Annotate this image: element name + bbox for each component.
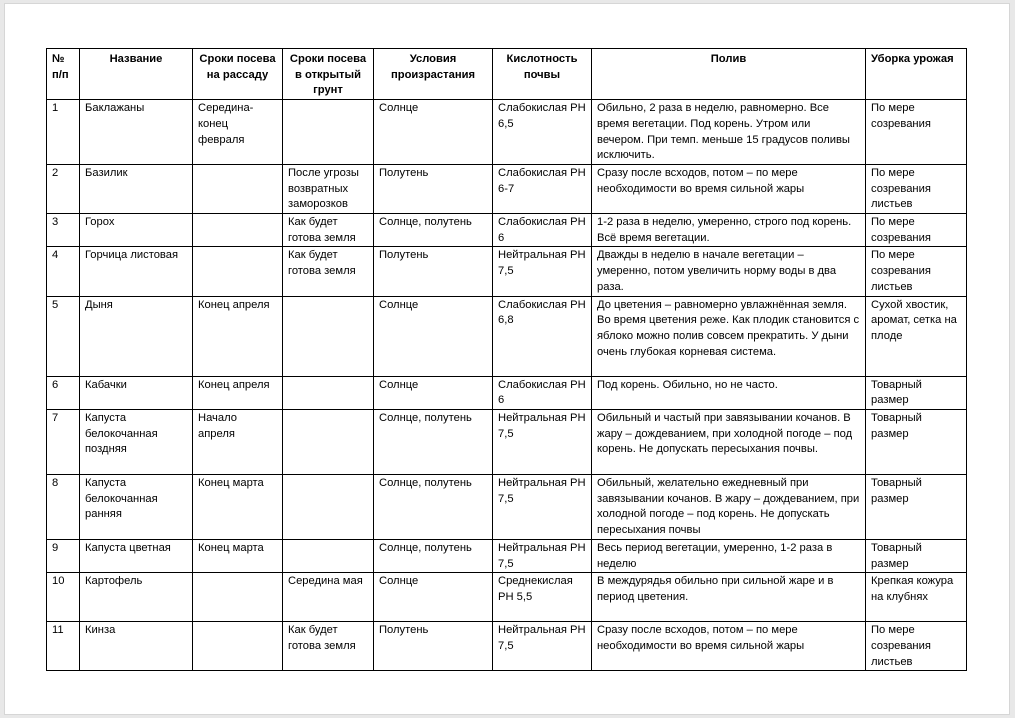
cell-name: Базилик — [80, 164, 193, 213]
cell-conditions: Солнце, полутень — [374, 214, 493, 247]
cell-name: Горох — [80, 214, 193, 247]
cell-harvest: По мере созревания листьев — [866, 622, 967, 671]
table-row — [47, 539, 967, 572]
cell-conditions: Солнце, полутень — [374, 409, 493, 474]
cell-acidity: Нейтральная РН 7,5 — [493, 409, 592, 474]
cell-open-ground-dates — [283, 474, 374, 539]
cell-name: Капуста цветная — [80, 539, 193, 572]
cell-acidity: Слабокислая РН 6-7 — [493, 164, 592, 213]
cell-watering: Обильный и частый при завязывании кочанов. В жару – дождеванием, при холодной погоде – под корень. Не допускать пересыхания почвы. — [592, 409, 866, 474]
table-row — [47, 247, 967, 296]
cell-harvest: По мере созревания листьев — [866, 247, 967, 296]
cell-open-ground-dates: Как будет готова земля — [283, 247, 374, 296]
cell-acidity: Слабокислая РН 6,8 — [493, 296, 592, 376]
cell-open-ground-dates: Как будет готова земля — [283, 622, 374, 671]
cell-conditions: Солнце, полутень — [374, 539, 493, 572]
cell-name: Горчица листовая — [80, 247, 193, 296]
cell-seedling-dates: Середина-конец февраля — [193, 100, 283, 165]
cell-number: 3 — [47, 214, 80, 247]
cell-seedling-dates: Конец марта — [193, 474, 283, 539]
table-row — [47, 296, 967, 376]
cell-harvest: Крепкая кожура на клубнях — [866, 573, 967, 622]
cell-number: 5 — [47, 296, 80, 376]
cell-conditions: Полутень — [374, 164, 493, 213]
cell-name: Капуста белокочанная ранняя — [80, 474, 193, 539]
table-row — [47, 164, 967, 213]
cell-open-ground-dates: Середина мая — [283, 573, 374, 622]
cell-open-ground-dates: После угрозы возвратных заморозков — [283, 164, 374, 213]
crop-table — [46, 48, 967, 671]
cell-conditions: Полутень — [374, 622, 493, 671]
cell-number: 1 — [47, 100, 80, 165]
cell-seedling-dates: Конец апреля — [193, 296, 283, 376]
cell-watering: Сразу после всходов, потом – по мере необходимости во время сильной жары — [592, 164, 866, 213]
cell-seedling-dates — [193, 247, 283, 296]
cell-acidity: Слабокислая РН 6 — [493, 214, 592, 247]
cell-number: 9 — [47, 539, 80, 572]
table-row — [47, 100, 967, 165]
cell-watering: Обильно, 2 раза в неделю, равномерно. Все время вегетации. Под корень. Утром или вечером. При темп. меньше 15 градусов поливы исключить. — [592, 100, 866, 165]
cell-seedling-dates: Начало апреля — [193, 409, 283, 474]
cell-harvest: По мере созревания — [866, 100, 967, 165]
cell-acidity: Среднекислая РН 5,5 — [493, 573, 592, 622]
cell-name: Баклажаны — [80, 100, 193, 165]
cell-name: Капуста белокочанная поздняя — [80, 409, 193, 474]
cell-seedling-dates: Конец марта — [193, 539, 283, 572]
cell-seedling-dates — [193, 622, 283, 671]
cell-open-ground-dates — [283, 376, 374, 409]
header-row — [47, 49, 967, 100]
document-page — [4, 3, 1010, 715]
cell-watering: Сразу после всходов, потом – по мере необходимости во время сильной жары — [592, 622, 866, 671]
cell-harvest: По мере созревания — [866, 214, 967, 247]
header-cell-acidity: Кислотность почвы — [493, 49, 592, 100]
cell-open-ground-dates — [283, 296, 374, 376]
cell-watering: Обильный, желательно ежедневный при завязывании кочанов. В жару – дождеванием, при холодной погоде – под корень. Не допускать пересыхания почвы — [592, 474, 866, 539]
cell-harvest: По мере созревания листьев — [866, 164, 967, 213]
cell-harvest: Товарный размер — [866, 539, 967, 572]
cell-name: Кабачки — [80, 376, 193, 409]
header-cell-watering: Полив — [592, 49, 866, 100]
table-row — [47, 474, 967, 539]
cell-conditions: Солнце — [374, 573, 493, 622]
header-cell-seedling-dates: Сроки посева на рассаду — [193, 49, 283, 100]
cell-number: 11 — [47, 622, 80, 671]
cell-open-ground-dates — [283, 539, 374, 572]
cell-conditions: Полутень — [374, 247, 493, 296]
cell-acidity: Нейтральная РН 7,5 — [493, 474, 592, 539]
cell-open-ground-dates — [283, 409, 374, 474]
cell-acidity: Нейтральная РН 7,5 — [493, 247, 592, 296]
header-cell-open-ground-dates: Сроки посева в открытый грунт — [283, 49, 374, 100]
cell-harvest: Товарный размер — [866, 474, 967, 539]
cell-acidity: Слабокислая РН 6 — [493, 376, 592, 409]
header-cell-harvest: Уборка урожая — [866, 49, 967, 100]
table-row — [47, 376, 967, 409]
cell-harvest: Товарный размер — [866, 376, 967, 409]
cell-number: 6 — [47, 376, 80, 409]
table-row — [47, 573, 967, 622]
cell-acidity: Нейтральная РН 7,5 — [493, 622, 592, 671]
cell-number: 8 — [47, 474, 80, 539]
cell-conditions: Солнце — [374, 100, 493, 165]
table-row — [47, 409, 967, 474]
cell-number: 7 — [47, 409, 80, 474]
cell-watering: Дважды в неделю в начале вегетации – умеренно, потом увеличить норму воды в два раза. — [592, 247, 866, 296]
cell-watering: До цветения – равномерно увлажнённая земля. Во время цветения реже. Как плодик становится с яблоко можно полив совсем прекратить. У дыни очень глубокая корневая система. — [592, 296, 866, 376]
cell-conditions: Солнце — [374, 376, 493, 409]
cell-watering: Под корень. Обильно, но не часто. — [592, 376, 866, 409]
header-cell-name: Название — [80, 49, 193, 100]
cell-open-ground-dates: Как будет готова земля — [283, 214, 374, 247]
cell-harvest: Сухой хвостик, аромат, сетка на плоде — [866, 296, 967, 376]
cell-number: 10 — [47, 573, 80, 622]
cell-name: Картофель — [80, 573, 193, 622]
table-row — [47, 622, 967, 671]
cell-name: Кинза — [80, 622, 193, 671]
cell-watering: Весь период вегетации, умеренно, 1-2 раза в неделю — [592, 539, 866, 572]
cell-watering: В междурядья обильно при сильной жаре и в период цветения. — [592, 573, 866, 622]
cell-seedling-dates — [193, 573, 283, 622]
header-cell-conditions: Условия произрастания — [374, 49, 493, 100]
cell-seedling-dates: Конец апреля — [193, 376, 283, 409]
cell-conditions: Солнце, полутень — [374, 474, 493, 539]
cell-acidity: Нейтральная РН 7,5 — [493, 539, 592, 572]
cell-acidity: Слабокислая РН 6,5 — [493, 100, 592, 165]
cell-open-ground-dates — [283, 100, 374, 165]
cell-seedling-dates — [193, 164, 283, 213]
cell-name: Дыня — [80, 296, 193, 376]
cell-number: 4 — [47, 247, 80, 296]
cell-conditions: Солнце — [374, 296, 493, 376]
cell-number: 2 — [47, 164, 80, 213]
header-cell-number: № п/п — [47, 49, 80, 100]
table-row — [47, 214, 967, 247]
cell-seedling-dates — [193, 214, 283, 247]
cell-harvest: Товарный размер — [866, 409, 967, 474]
cell-watering: 1-2 раза в неделю, умеренно, строго под корень. Всё время вегетации. — [592, 214, 866, 247]
